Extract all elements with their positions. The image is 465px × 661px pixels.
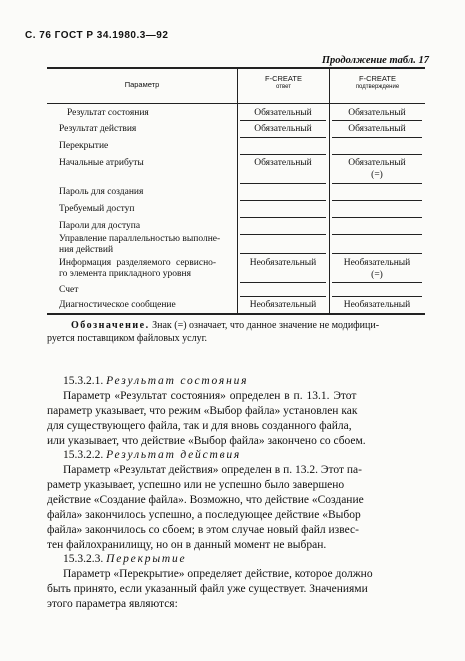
table-row-label: Диагностическое сообщение: [59, 300, 176, 310]
paragraph-line: файла» закончилось успешно, а последующее действие «Выбор: [47, 509, 361, 521]
table-row-response: Обязательный: [254, 108, 312, 118]
section-heading-status-result: [63, 374, 248, 389]
table-row-response: Обязательный: [254, 124, 312, 134]
section-title: Результат состояния: [106, 375, 249, 387]
paragraph-line: параметр указывает, что режим «Выбор файла» установлен как: [47, 405, 358, 417]
table-row-confirmation: Необязательный: [343, 258, 411, 268]
paragraph-line: этого параметра являются:: [47, 598, 178, 610]
paragraph-line: или указывает, что действие «Выбор файла» закончено со сбоем.: [47, 435, 366, 447]
paragraph-line: файла» закончилось со сбоем; в этом случае новый файл извес-: [47, 524, 359, 536]
table-row-label: Перекрытие: [59, 141, 109, 151]
column-header-response-sub: ответ: [276, 84, 291, 90]
table-row-label: Результат действия: [59, 124, 137, 134]
column-header-response: F-CREATE: [265, 74, 302, 83]
paragraph-line: тен файлохранилищу, но он в данный момент не выбран.: [47, 539, 327, 551]
section-heading-overwrite: [63, 552, 186, 567]
note-text-line2: руется поставщиком файловых услуг.: [47, 333, 208, 344]
table-row-confirmation: Обязательный: [348, 158, 406, 168]
table-row-confirmation: Обязательный: [348, 108, 406, 118]
paragraph-line: Параметр «Результат состояния» определен в п. 13.1. Этот: [63, 390, 357, 402]
section-title: Перекрытие: [106, 553, 187, 565]
table-row-label-line1: Информация разделяемого сервисно-: [59, 258, 217, 268]
table-row-label: Пароль для создания: [59, 187, 144, 197]
section-heading-action-result: [63, 448, 241, 463]
note-text-line1: Знак (=) означает, что данное значение не модифици-: [152, 320, 380, 331]
section-number: 15.3.2.3.: [63, 553, 104, 565]
table-row-response: Обязательный: [254, 158, 312, 168]
paragraph-line: раметр указывает, успешно или не успешно было завершено: [47, 479, 345, 491]
table-row-confirmation: Необязательный: [343, 300, 411, 310]
section-number: 15.3.2.2.: [63, 449, 104, 461]
page-header: С. 76 ГОСТ Р 34.1980.3—92: [25, 30, 169, 41]
column-header-confirmation: F-CREATE: [359, 74, 396, 83]
table-row-label: Счет: [59, 285, 79, 295]
table-row-label-line2: ния действий: [59, 245, 114, 255]
unmodified-mark: (=): [371, 270, 383, 280]
unmodified-mark: (=): [371, 170, 383, 180]
paragraph-line: Параметр «Перекрытие» определяет действие, которое должно: [63, 568, 373, 580]
table-row-label: Начальные атрибуты: [59, 158, 144, 168]
paragraph-line: Параметр «Результат действия» определен в п. 13.2. Этот па-: [63, 464, 362, 476]
column-header-parameter: Параметр: [124, 80, 160, 89]
table-continuation-label: Продолжение табл. 17: [321, 55, 429, 66]
table-note: [47, 319, 425, 345]
section-number: 15.3.2.1.: [63, 375, 104, 387]
table-row-response: Необязательный: [249, 258, 317, 268]
table-row-label: Результат состояния: [67, 108, 149, 118]
section-title: Результат действия: [106, 449, 242, 461]
table-row-confirmation: Обязательный: [348, 124, 406, 134]
table-row-label: Пароли для доступа: [59, 221, 141, 231]
paragraph-line: быть принято, если указанный файл уже существует. Значениями: [47, 583, 368, 595]
paragraph-line: действие «Создание файла». Возможно, что действие «Создание: [47, 494, 364, 506]
table-row-label-line1: Управление параллельностью выполне-: [59, 234, 221, 244]
table-row-response: Необязательный: [249, 300, 317, 310]
column-header-confirmation-sub: подтверждение: [355, 84, 400, 90]
parameters-table: [47, 67, 425, 314]
paragraph-line: для существующего файла, так и для вновь созданного файла,: [47, 420, 352, 432]
note-keyword: Обозначение.: [71, 320, 150, 331]
table-row-label-line2: го элемента прикладного уровня: [59, 269, 191, 279]
table-row-label: Требуемый доступ: [59, 204, 135, 214]
